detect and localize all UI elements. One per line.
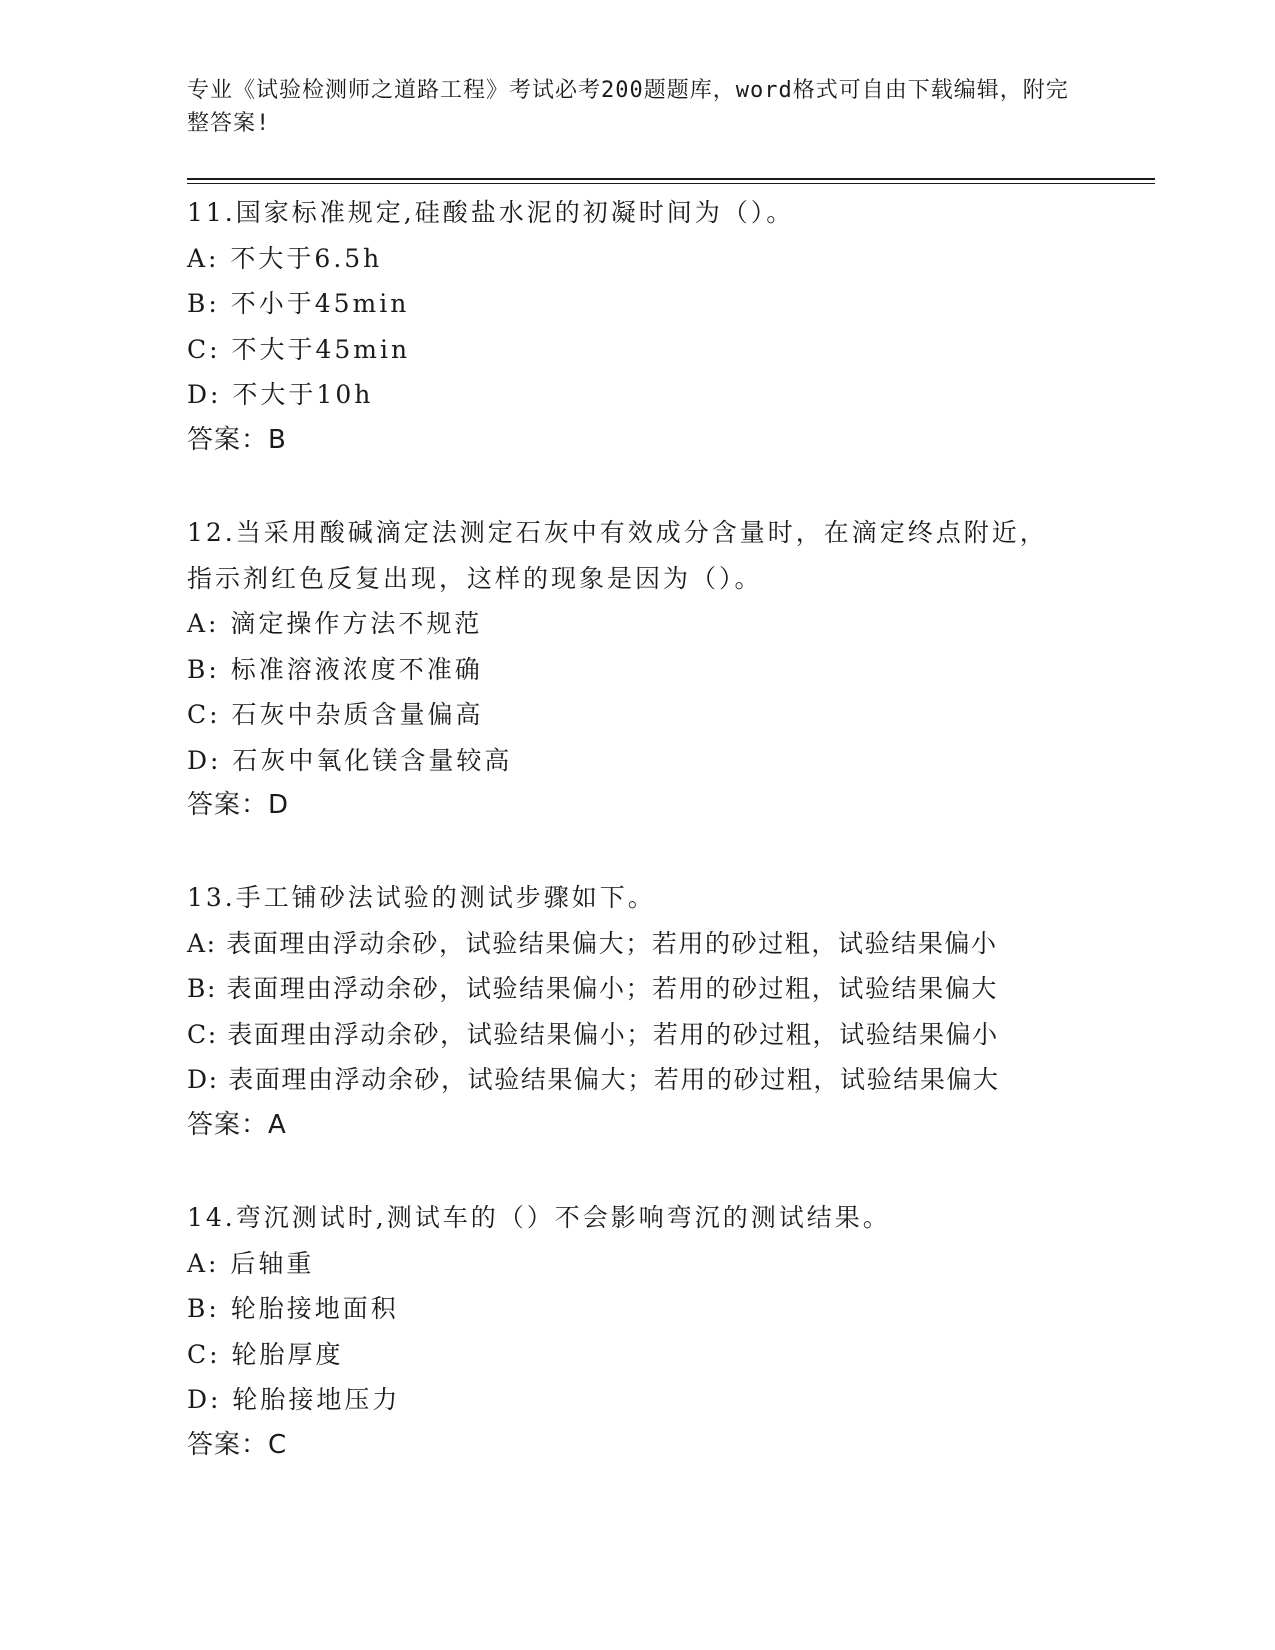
option-c: C: 不大于45min	[187, 334, 411, 364]
option-c: C: 表面理由浮动余砂，试验结果偏小；若用的砂过粗，试验结果偏小	[187, 1019, 999, 1049]
answer-text: 答案：C	[187, 1429, 288, 1460]
option-b: B: 表面理由浮动余砂，试验结果偏小；若用的砂过粗，试验结果偏大	[187, 974, 998, 1003]
option-d: D: 石灰中氧化镁含量较高	[187, 745, 513, 775]
option-a: A: 表面理由浮动余砂，试验结果偏大；若用的砂过粗，试验结果偏小	[187, 928, 998, 958]
question-block	[187, 190, 1087, 463]
option-a: A: 滴定操作方法不规范	[187, 609, 483, 638]
header-divider-thin	[187, 183, 1155, 184]
header-divider-thick	[187, 178, 1155, 180]
question-text: 13.手工铺砂法试验的测试步骤如下。	[187, 883, 656, 912]
question-block	[187, 510, 1087, 829]
option-b: B: 轮胎接地面积	[187, 1294, 399, 1323]
question-text: 11.国家标准规定,硅酸盐水泥的初凝时间为（）。	[187, 198, 795, 227]
option-a: A: 后轴重	[187, 1248, 315, 1278]
option-c: C: 轮胎厚度	[187, 1339, 344, 1369]
question-block	[187, 875, 1087, 1148]
option-a: A: 不大于6.5h	[187, 243, 383, 273]
option-d: D: 不大于10h	[187, 380, 374, 409]
option-c: C: 石灰中杂质含量偏高	[187, 700, 484, 729]
option-d: D: 表面理由浮动余砂，试验结果偏大；若用的砂过粗，试验结果偏大	[187, 1065, 1000, 1094]
question-text: 12.当采用酸碱滴定法测定石灰中有效成分含量时，在滴定终点附近，指示剂红色反复出现，这样的现象是因为（）。	[187, 518, 1048, 593]
option-b: B: 不小于45min	[187, 289, 410, 318]
answer-text: 答案：A	[187, 1109, 287, 1140]
question-text-line-1	[187, 510, 1087, 601]
question-text: 14.弯沉测试时,测试车的（）不会影响弯沉的测试结果。	[187, 1203, 891, 1232]
option-d: D: 轮胎接地压力	[187, 1385, 401, 1414]
document-header: 专业《试验检测师之道路工程》考试必考200题题库，word格式可自由下载编辑，附完整答案!	[187, 78, 1069, 136]
answer-text: 答案：D	[187, 790, 290, 820]
answer-text: 答案：B	[187, 424, 287, 455]
option-b: B: 标准溶液浓度不准确	[187, 654, 483, 684]
question-block	[187, 1195, 1087, 1468]
